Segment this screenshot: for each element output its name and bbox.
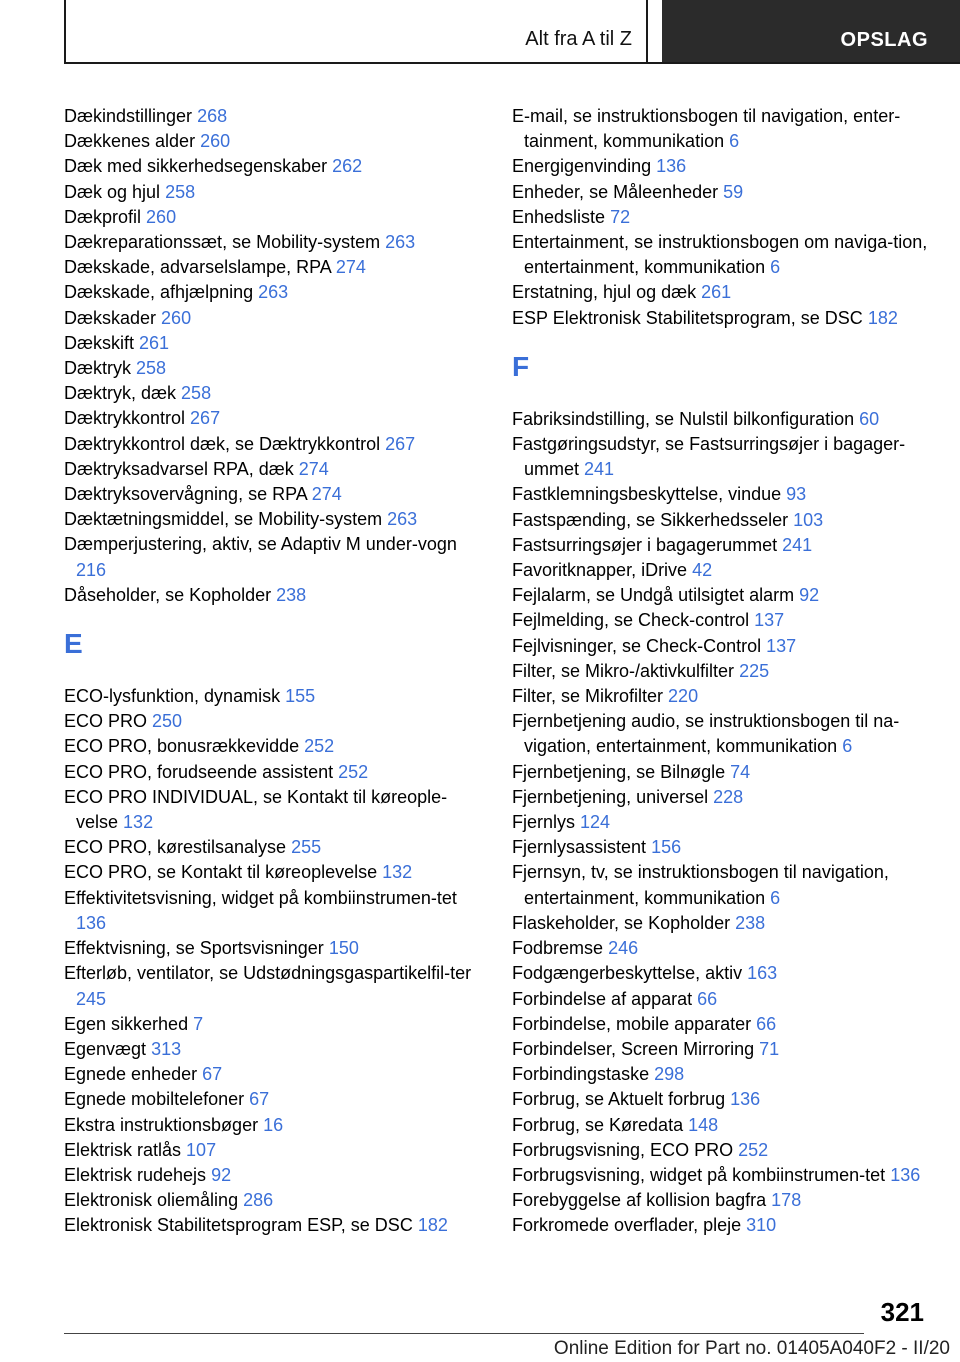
index-page-link[interactable]: 252 xyxy=(304,736,335,757)
index-entry xyxy=(64,1113,484,1138)
index-entry xyxy=(512,810,932,835)
index-entry-text: Fejlmelding, se Check-control xyxy=(512,610,750,631)
index-entry-text: Filter, se Mikrofilter xyxy=(512,686,664,707)
index-entry xyxy=(64,507,484,532)
index-entry xyxy=(64,936,484,961)
index-entry-text: Dækskade, afhjælpning xyxy=(64,282,254,303)
index-entry-text: Dækprofil xyxy=(64,206,142,227)
index-entry xyxy=(64,709,484,734)
index-page-link[interactable]: 274 xyxy=(311,484,342,505)
index-entry xyxy=(64,1062,484,1087)
index-entry-text: Dæktrykkontrol dæk, se Dæktrykkontrol xyxy=(64,433,381,454)
index-entry-text: Elektronisk oliemåling xyxy=(64,1190,239,1211)
index-entry xyxy=(64,154,484,179)
index-page-link[interactable]: 250 xyxy=(152,711,183,732)
index-entry xyxy=(512,1087,932,1112)
index-entry xyxy=(64,1163,484,1188)
index-page-link[interactable]: 260 xyxy=(200,131,231,152)
index-entry xyxy=(512,180,932,205)
index-entry xyxy=(512,634,932,659)
header-section-tab xyxy=(400,0,648,64)
index-page-link[interactable]: 263 xyxy=(387,509,418,530)
index-entry-text: Dæk og hjul xyxy=(64,181,161,202)
index-entry-text: Fodbremse xyxy=(512,938,604,959)
index-page-link[interactable]: 245 xyxy=(76,988,107,1009)
index-page-link[interactable]: 59 xyxy=(723,181,744,202)
index-entry xyxy=(64,457,484,482)
index-entry-text: Fastgøringsudstyr, se Fastsurringsøjer i bagager-ummet xyxy=(512,434,906,480)
index-entry-text: Erstatning, hjul og dæk xyxy=(512,282,697,303)
index-entry xyxy=(512,230,932,280)
index-page-link[interactable]: 182 xyxy=(417,1215,448,1236)
index-letter-heading: F xyxy=(512,350,530,382)
index-entry xyxy=(512,104,932,154)
index-page-link[interactable]: 107 xyxy=(186,1139,217,1160)
index-entry xyxy=(512,936,932,961)
index-page-link[interactable]: 220 xyxy=(668,686,699,707)
index-entry xyxy=(64,835,484,860)
index-entry-text: Fjernlys xyxy=(512,812,576,833)
index-entry-text: Dækskade, advarselslampe, RPA xyxy=(64,257,331,278)
index-entry xyxy=(512,785,932,810)
index-column-right xyxy=(512,104,932,1239)
index-entry-text: ECO PRO, se Kontakt til køreoplevelse xyxy=(64,862,378,883)
index-entry xyxy=(64,684,484,709)
header-chapter-label: OPSLAG xyxy=(840,29,928,51)
index-entry-text: Egen sikkerhed xyxy=(64,1013,189,1034)
index-entry-text: Forbrugsvisning, widget på kombiinstrumen-tet xyxy=(512,1164,886,1185)
index-page-link[interactable]: 103 xyxy=(793,509,824,530)
index-entry-text: Dæktætningsmiddel, se Mobility-system xyxy=(64,509,383,530)
index-entry-text: Dæktryksadvarsel RPA, dæk xyxy=(64,458,294,479)
index-page-link[interactable]: 42 xyxy=(692,560,713,581)
index-page-link[interactable]: 241 xyxy=(584,459,615,480)
index-entry xyxy=(64,406,484,431)
index-page-link[interactable]: 66 xyxy=(697,988,718,1009)
index-page-link[interactable]: 66 xyxy=(756,1013,777,1034)
index-entry xyxy=(64,280,484,305)
index-page-link[interactable]: 274 xyxy=(298,458,329,479)
index-entry xyxy=(64,331,484,356)
index-page-link[interactable]: 267 xyxy=(190,408,221,429)
index-page-link[interactable]: 6 xyxy=(770,257,781,278)
index-entry xyxy=(64,583,484,608)
index-entry-text: Forbrugsvisning, ECO PRO xyxy=(512,1139,734,1160)
index-entry xyxy=(512,659,932,684)
index-entry-text: ECO PRO, bonusrækkevidde xyxy=(64,736,300,757)
index-entry-text: Forkromede overflader, pleje xyxy=(512,1215,742,1236)
index-page-link[interactable]: 60 xyxy=(859,408,880,429)
index-page-link[interactable]: 260 xyxy=(146,206,177,227)
index-entry-text: Dæktryksovervågning, se RPA xyxy=(64,484,307,505)
index-page-link[interactable]: 268 xyxy=(197,106,228,126)
index-entry-text: Egnede mobiltelefoner xyxy=(64,1089,245,1110)
index-page-link[interactable]: 241 xyxy=(782,534,813,555)
index-page-link[interactable]: 263 xyxy=(258,282,289,303)
index-letter-heading: E xyxy=(64,628,83,660)
index-entry xyxy=(512,1188,932,1213)
index-entry xyxy=(512,1113,932,1138)
index-entry xyxy=(512,911,932,936)
index-entry-text: Dæktrykkontrol xyxy=(64,408,186,429)
index-page-link[interactable]: 260 xyxy=(161,307,192,328)
index-entry xyxy=(512,987,932,1012)
index-entry-text: Forbrug, se Aktuelt forbrug xyxy=(512,1089,726,1110)
index-entry-text: ECO PRO, kørestilsanalyse xyxy=(64,837,287,858)
index-page-link[interactable]: 137 xyxy=(766,635,797,656)
index-entry-text: Enheder, se Måleenheder xyxy=(512,181,719,202)
index-entry-text: Fejlalarm, se Undgå utilsigtet alarm xyxy=(512,585,795,606)
index-page-link[interactable]: 136 xyxy=(656,156,687,177)
index-entry xyxy=(512,860,932,910)
index-page-link[interactable]: 252 xyxy=(338,761,369,782)
index-entry xyxy=(64,532,484,582)
index-entry-text: Fjernbetjening audio, se instruktionsbogen til na-vigation, entertainment, kommunikation xyxy=(512,711,900,757)
index-entry xyxy=(512,835,932,860)
index-entry-text: ECO PRO INDIVIDUAL, se Kontakt til køreople-velse xyxy=(64,786,448,833)
index-entry xyxy=(512,306,932,331)
index-entry xyxy=(512,1012,932,1037)
index-page-link[interactable]: 216 xyxy=(76,559,107,580)
index-entry-text: Forebyggelse af kollision bagfra xyxy=(512,1190,767,1211)
index-page-link[interactable]: 182 xyxy=(867,307,898,328)
index-entry-text: Egnede enheder xyxy=(64,1064,198,1085)
index-entry xyxy=(512,961,932,986)
index-page-link[interactable]: 6 xyxy=(729,131,740,152)
index-entry-text: Fjernsyn, tv, se instruktionsbogen til navigation, entertainment, kommunikation xyxy=(512,862,889,908)
index-entry xyxy=(512,608,932,633)
index-entry xyxy=(512,709,932,759)
index-entry-text: Dækkenes alder xyxy=(64,131,196,152)
index-entry-text: Dækreparationssæt, se Mobility-system xyxy=(64,232,381,253)
index-entry-text: E-mail, se instruktionsbogen til navigation, enter-tainment, kommunikation xyxy=(512,106,901,152)
index-page-link[interactable]: 92 xyxy=(799,585,820,606)
index-entry xyxy=(64,1012,484,1037)
index-page-link[interactable]: 286 xyxy=(243,1190,274,1211)
index-page-link[interactable]: 93 xyxy=(786,484,807,505)
index-page-link[interactable]: 132 xyxy=(123,812,154,833)
index-entry xyxy=(64,230,484,255)
index-page-link[interactable]: 71 xyxy=(759,1038,780,1059)
page-number: 321 xyxy=(880,1297,924,1327)
index-entry xyxy=(64,381,484,406)
index-entry xyxy=(512,154,932,179)
index-entry-text: Favoritknapper, iDrive xyxy=(512,560,688,581)
index-page-link[interactable]: 150 xyxy=(328,938,359,959)
index-entry-text: Entertainment, se instruktionsbogen om naviga-tion, entertainment, kommunikation xyxy=(512,232,928,278)
footer xyxy=(0,1338,960,1360)
index-entry-text: Egenvægt xyxy=(64,1038,147,1059)
index-entry xyxy=(512,684,932,709)
index-entry-text: Fodgængerbeskyttelse, aktiv xyxy=(512,963,743,984)
index-entry xyxy=(512,583,932,608)
index-entry xyxy=(512,280,932,305)
footer-rule xyxy=(64,1333,864,1334)
index-page-link[interactable]: 148 xyxy=(688,1114,719,1135)
index-entry xyxy=(64,785,484,835)
header-left-line xyxy=(64,0,66,64)
index-page-link[interactable]: 267 xyxy=(385,433,416,454)
index-page-link[interactable]: 156 xyxy=(651,837,682,858)
index-entry xyxy=(64,961,484,1011)
index-entry-text: Dåseholder, se Kopholder xyxy=(64,584,272,605)
index-page-link[interactable]: 67 xyxy=(202,1064,223,1085)
index-entry xyxy=(512,1163,932,1188)
index-entry-text: Forbindelser, Screen Mirroring xyxy=(512,1038,755,1059)
index-entry xyxy=(512,508,932,533)
index-entry-text: Forbindelse, mobile apparater xyxy=(512,1013,752,1034)
index-entry xyxy=(64,1213,484,1238)
index-entry-text: Fjernlysassistent xyxy=(512,837,647,858)
index-entry-text: Dæktryk xyxy=(64,358,131,379)
index-entry-text: Enhedsliste xyxy=(512,206,606,227)
index-entry xyxy=(512,205,932,230)
index-entry-text: Filter, se Mikro-/aktivkulfilter xyxy=(512,660,735,681)
index-entry-text: Forbrug, se Køredata xyxy=(512,1114,684,1135)
index-page-link[interactable]: 6 xyxy=(842,736,853,757)
index-entry xyxy=(64,104,484,129)
index-page-link[interactable]: 74 xyxy=(730,761,751,782)
index-page-link[interactable]: 298 xyxy=(654,1064,685,1085)
index-page-link[interactable]: 124 xyxy=(580,812,611,833)
index-entry-text: Fastklemningsbeskyttelse, vindue xyxy=(512,484,782,505)
index-entry-text: Fjernbetjening, se Bilnøgle xyxy=(512,761,726,782)
index-entry xyxy=(64,760,484,785)
index-entry xyxy=(64,886,484,936)
index-entry-text: Ekstra instruktionsbøger xyxy=(64,1114,259,1135)
index-page-link[interactable]: 246 xyxy=(608,938,639,959)
index-entry xyxy=(512,432,932,482)
index-page-link[interactable]: 238 xyxy=(735,912,766,933)
index-entry xyxy=(64,356,484,381)
index-entry-text: ECO PRO xyxy=(64,711,148,732)
index-page-link[interactable]: 136 xyxy=(76,912,107,933)
index-entry-text: Fastspænding, se Sikkerhedsseler xyxy=(512,509,789,530)
index-page-link[interactable]: 225 xyxy=(739,660,770,681)
index-page-link[interactable]: 92 xyxy=(211,1164,232,1185)
index-column-left xyxy=(64,104,484,1239)
index-entry xyxy=(512,533,932,558)
footer-text: Online Edition for Part no. 01405A040F2 - II/20 xyxy=(553,1338,950,1359)
index-entry xyxy=(512,1062,932,1087)
index-page-link[interactable]: 178 xyxy=(771,1190,802,1211)
index-entry-text: Fastsurringsøjer i bagagerummet xyxy=(512,534,778,555)
index-entry-text: Fjernbetjening, universel xyxy=(512,786,709,807)
index-entry-text: Dæk med sikkerhedsegenskaber xyxy=(64,156,328,177)
index-page-link[interactable]: 16 xyxy=(263,1114,284,1135)
index-entry xyxy=(512,482,932,507)
index-page-link[interactable]: 136 xyxy=(730,1089,761,1110)
index-entry xyxy=(64,1087,484,1112)
index-entry-text: Elektrisk ratlås xyxy=(64,1139,182,1160)
index-entry-text: Dækskader xyxy=(64,307,157,328)
index-entry xyxy=(64,1138,484,1163)
index-entry xyxy=(64,432,484,457)
index-entry-text: Effektvisning, se Sportsvisninger xyxy=(64,938,324,959)
index-entry-text: Flaskeholder, se Kopholder xyxy=(512,912,731,933)
index-entry xyxy=(512,407,932,432)
index-page-link[interactable]: 310 xyxy=(746,1215,777,1236)
index-entry xyxy=(512,760,932,785)
index-entry xyxy=(64,306,484,331)
index-entry-text: ECO-lysfunktion, dynamisk xyxy=(64,686,281,707)
index-entry xyxy=(64,255,484,280)
index-entry xyxy=(64,482,484,507)
index-entry xyxy=(64,129,484,154)
index-entry xyxy=(64,205,484,230)
index-entry-text: Efterløb, ventilator, se Udstødningsgaspartikelfil-ter xyxy=(64,963,472,984)
index-page-link[interactable]: 72 xyxy=(610,206,631,227)
index-entry xyxy=(512,1213,932,1238)
index-page-link[interactable]: 313 xyxy=(151,1038,182,1059)
index-entry xyxy=(512,558,932,583)
index-entry xyxy=(64,1037,484,1062)
index-page-link[interactable]: 274 xyxy=(335,257,366,278)
header-chapter-tab xyxy=(662,0,960,64)
index-page-link[interactable]: 238 xyxy=(276,584,307,605)
index-entry-text: Dæktryk, dæk xyxy=(64,383,177,404)
index-entry-text: ESP Elektronisk Stabilitetsprogram, se DSC xyxy=(512,307,863,328)
index-page-link[interactable]: 258 xyxy=(165,181,196,202)
index-page-link[interactable]: 261 xyxy=(139,332,170,353)
index-page-link[interactable]: 136 xyxy=(890,1164,921,1185)
index-entry-text: Fabriksindstilling, se Nulstil bilkonfiguration xyxy=(512,408,855,429)
index-page-link[interactable]: 7 xyxy=(193,1013,204,1034)
index-entry-text: Energigenvinding xyxy=(512,156,652,177)
index-entry-text: Forbindelse af apparat xyxy=(512,988,693,1009)
index-page-link[interactable]: 255 xyxy=(291,837,322,858)
index-entry-text: Dæmperjustering, aktiv, se Adaptiv M under-vogn xyxy=(64,534,457,555)
index-entry xyxy=(64,860,484,885)
index-page-link[interactable]: 228 xyxy=(713,786,744,807)
header-section-label: Alt fra A til Z xyxy=(525,28,632,50)
index-entry xyxy=(64,734,484,759)
index-entry-text: Dækskift xyxy=(64,332,135,353)
index-page-link[interactable]: 258 xyxy=(181,383,212,404)
index-page-link[interactable]: 163 xyxy=(747,963,778,984)
index-entry-text: Effektivitetsvisning, widget på kombiinstrumen-tet xyxy=(64,887,457,908)
index-entry xyxy=(512,1138,932,1163)
index-page-link[interactable]: 137 xyxy=(754,610,785,631)
index-entry xyxy=(64,1188,484,1213)
index-entry-text: Forbindingstaske xyxy=(512,1064,650,1085)
index-page-link[interactable]: 258 xyxy=(136,358,167,379)
index-entry xyxy=(64,180,484,205)
index-entry-text: Fejlvisninger, se Check-Control xyxy=(512,635,762,656)
header-rule xyxy=(64,62,960,64)
index-page-link[interactable]: 155 xyxy=(285,686,316,707)
index-page-link[interactable]: 263 xyxy=(385,232,416,253)
index-page-link[interactable]: 261 xyxy=(701,282,732,303)
index-entry xyxy=(512,1037,932,1062)
index-page-link[interactable]: 262 xyxy=(332,156,363,177)
index-page-link[interactable]: 252 xyxy=(738,1139,769,1160)
index-entry-text: Elektronisk Stabilitetsprogram ESP, se DSC xyxy=(64,1215,413,1236)
index-page-link[interactable]: 6 xyxy=(770,887,781,908)
index-entry-text: ECO PRO, forudseende assistent xyxy=(64,761,334,782)
index-page-link[interactable]: 67 xyxy=(249,1089,270,1110)
index-entry-text: Dækindstillinger xyxy=(64,106,193,126)
index-page-link[interactable]: 132 xyxy=(382,862,413,883)
index-entry-text: Elektrisk rudehejs xyxy=(64,1164,207,1185)
